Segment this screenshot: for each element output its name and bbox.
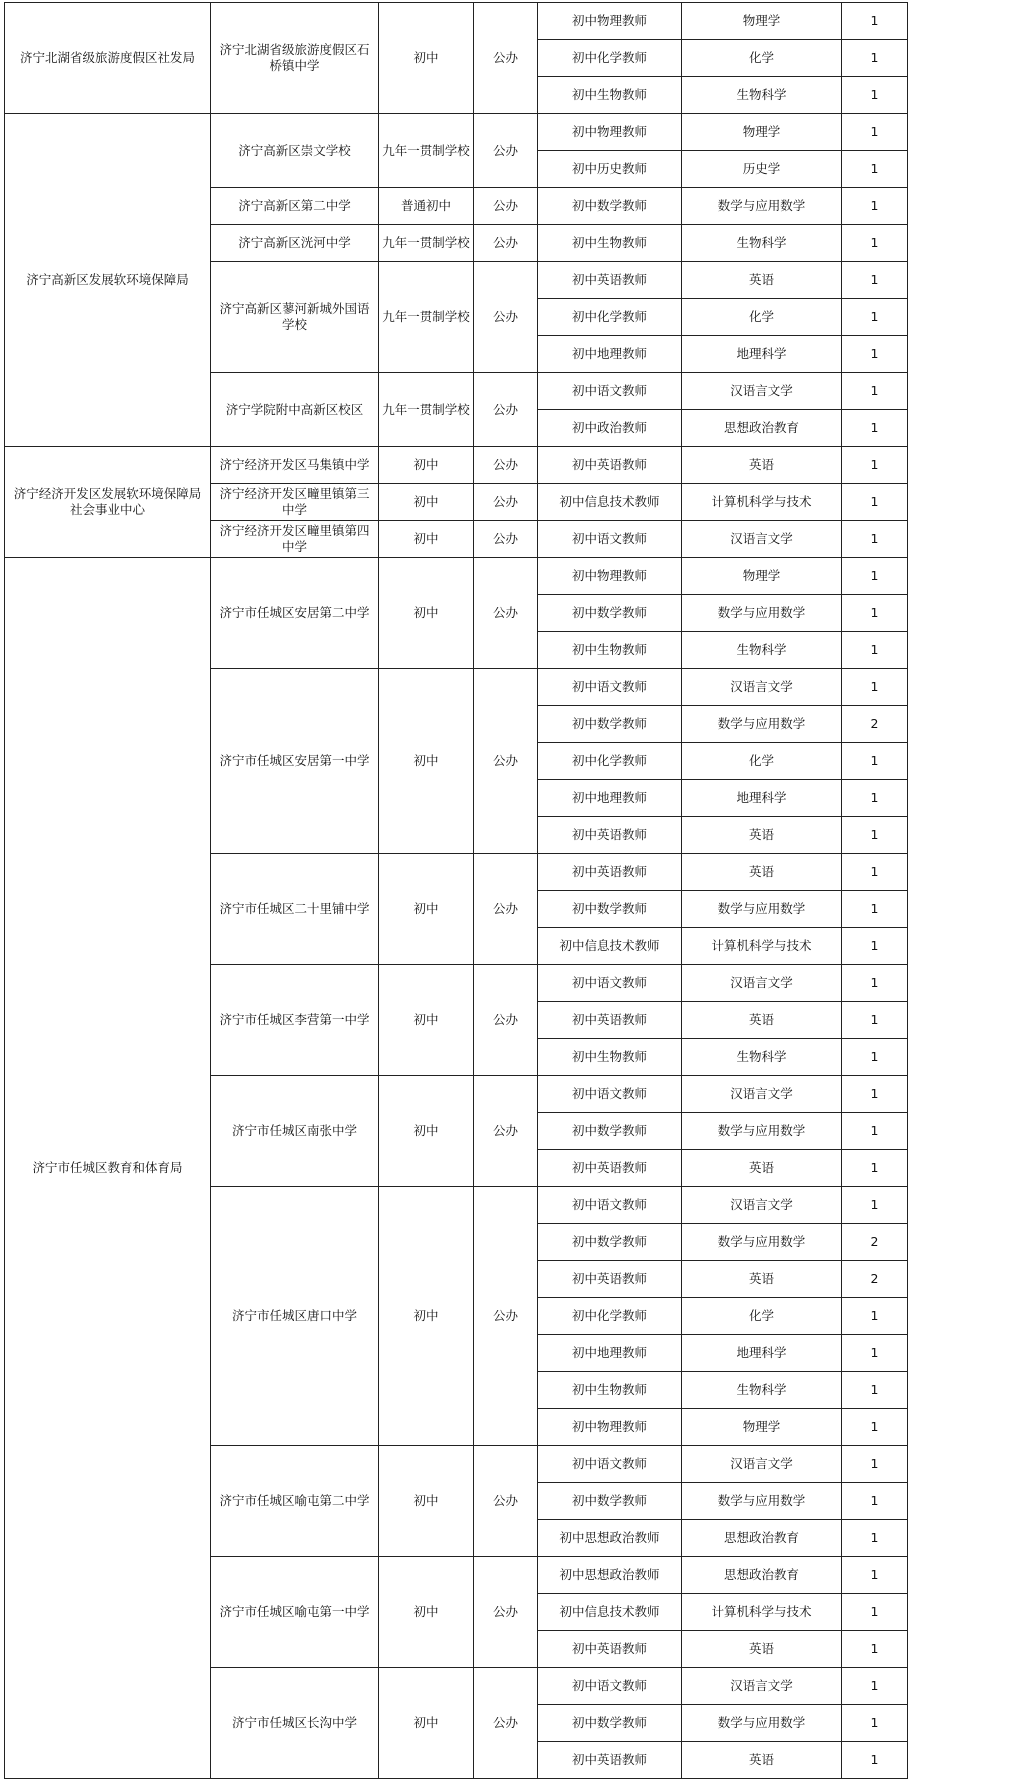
school-nature-cell: 公办 xyxy=(474,188,538,225)
count-cell: 1 xyxy=(842,1150,908,1187)
count-cell: 1 xyxy=(842,891,908,928)
count-cell: 1 xyxy=(842,1039,908,1076)
count-cell: 1 xyxy=(842,743,908,780)
school-name-cell: 济宁学院附中高新区校区 xyxy=(211,373,379,447)
school-type-cell: 初中 xyxy=(379,1668,474,1779)
major-cell: 地理科学 xyxy=(682,336,842,373)
post-cell: 初中语文教师 xyxy=(538,521,682,558)
major-cell: 汉语言文学 xyxy=(682,521,842,558)
school-nature-cell: 公办 xyxy=(474,1187,538,1446)
school-nature-cell: 公办 xyxy=(474,1446,538,1557)
school-type-cell: 普通初中 xyxy=(379,188,474,225)
school-name-cell: 济宁市任城区南张中学 xyxy=(211,1076,379,1187)
school-name-cell: 济宁高新区第二中学 xyxy=(211,188,379,225)
authority-cell: 济宁经济开发区发展软环境保障局社会事业中心 xyxy=(5,447,211,558)
major-cell: 计算机科学与技术 xyxy=(682,928,842,965)
school-nature-cell: 公办 xyxy=(474,114,538,188)
count-cell: 1 xyxy=(842,1557,908,1594)
post-cell: 初中信息技术教师 xyxy=(538,484,682,521)
school-type-cell: 初中 xyxy=(379,558,474,669)
post-cell: 初中历史教师 xyxy=(538,151,682,188)
school-type-cell: 初中 xyxy=(379,965,474,1076)
major-cell: 汉语言文学 xyxy=(682,669,842,706)
count-cell: 1 xyxy=(842,1335,908,1372)
school-name-cell: 济宁市任城区安居第二中学 xyxy=(211,558,379,669)
count-cell: 1 xyxy=(842,521,908,558)
school-nature-cell: 公办 xyxy=(474,262,538,373)
post-cell: 初中英语教师 xyxy=(538,1631,682,1668)
post-cell: 初中信息技术教师 xyxy=(538,1594,682,1631)
post-cell: 初中英语教师 xyxy=(538,1002,682,1039)
count-cell: 1 xyxy=(842,1594,908,1631)
count-cell: 1 xyxy=(842,1631,908,1668)
post-cell: 初中生物教师 xyxy=(538,632,682,669)
major-cell: 汉语言文学 xyxy=(682,1076,842,1113)
post-cell: 初中物理教师 xyxy=(538,558,682,595)
school-type-cell: 九年一贯制学校 xyxy=(379,114,474,188)
major-cell: 化学 xyxy=(682,743,842,780)
school-type-cell: 初中 xyxy=(379,1557,474,1668)
school-type-cell: 初中 xyxy=(379,484,474,521)
count-cell: 1 xyxy=(842,1076,908,1113)
school-type-cell: 初中 xyxy=(379,1076,474,1187)
school-name-cell: 济宁市任城区长沟中学 xyxy=(211,1668,379,1779)
major-cell: 计算机科学与技术 xyxy=(682,1594,842,1631)
major-cell: 数学与应用数学 xyxy=(682,1705,842,1742)
post-cell: 初中数学教师 xyxy=(538,706,682,743)
post-cell: 初中数学教师 xyxy=(538,1483,682,1520)
post-cell: 初中英语教师 xyxy=(538,447,682,484)
post-cell: 初中数学教师 xyxy=(538,1113,682,1150)
count-cell: 2 xyxy=(842,1261,908,1298)
recruitment-table xyxy=(4,2,908,1779)
major-cell: 思想政治教育 xyxy=(682,410,842,447)
major-cell: 数学与应用数学 xyxy=(682,891,842,928)
school-type-cell: 初中 xyxy=(379,1187,474,1446)
major-cell: 地理科学 xyxy=(682,1335,842,1372)
school-type-cell: 初中 xyxy=(379,521,474,558)
count-cell: 1 xyxy=(842,1113,908,1150)
count-cell: 1 xyxy=(842,817,908,854)
post-cell: 初中化学教师 xyxy=(538,299,682,336)
school-type-cell: 九年一贯制学校 xyxy=(379,225,474,262)
major-cell: 历史学 xyxy=(682,151,842,188)
post-cell: 初中语文教师 xyxy=(538,1187,682,1224)
post-cell: 初中英语教师 xyxy=(538,854,682,891)
school-nature-cell: 公办 xyxy=(474,965,538,1076)
table-row xyxy=(5,3,908,40)
major-cell: 数学与应用数学 xyxy=(682,595,842,632)
post-cell: 初中语文教师 xyxy=(538,965,682,1002)
major-cell: 化学 xyxy=(682,299,842,336)
major-cell: 英语 xyxy=(682,262,842,299)
major-cell: 计算机科学与技术 xyxy=(682,484,842,521)
school-name-cell: 济宁高新区蓼河新城外国语学校 xyxy=(211,262,379,373)
count-cell: 1 xyxy=(842,854,908,891)
major-cell: 英语 xyxy=(682,1002,842,1039)
school-name-cell: 济宁市任城区唐口中学 xyxy=(211,1187,379,1446)
post-cell: 初中化学教师 xyxy=(538,743,682,780)
count-cell: 1 xyxy=(842,965,908,1002)
count-cell: 1 xyxy=(842,1742,908,1779)
post-cell: 初中语文教师 xyxy=(538,1076,682,1113)
major-cell: 数学与应用数学 xyxy=(682,188,842,225)
school-name-cell: 济宁市任城区李营第一中学 xyxy=(211,965,379,1076)
count-cell: 1 xyxy=(842,77,908,114)
post-cell: 初中化学教师 xyxy=(538,40,682,77)
count-cell: 1 xyxy=(842,1520,908,1557)
major-cell: 数学与应用数学 xyxy=(682,1224,842,1261)
school-type-cell: 初中 xyxy=(379,447,474,484)
post-cell: 初中物理教师 xyxy=(538,3,682,40)
major-cell: 汉语言文学 xyxy=(682,1446,842,1483)
school-name-cell: 济宁高新区崇文学校 xyxy=(211,114,379,188)
major-cell: 汉语言文学 xyxy=(682,1668,842,1705)
count-cell: 1 xyxy=(842,188,908,225)
post-cell: 初中生物教师 xyxy=(538,225,682,262)
school-type-cell: 初中 xyxy=(379,3,474,114)
post-cell: 初中物理教师 xyxy=(538,1409,682,1446)
post-cell: 初中语文教师 xyxy=(538,669,682,706)
count-cell: 1 xyxy=(842,410,908,447)
major-cell: 英语 xyxy=(682,1742,842,1779)
major-cell: 思想政治教育 xyxy=(682,1557,842,1594)
count-cell: 1 xyxy=(842,114,908,151)
count-cell: 1 xyxy=(842,1668,908,1705)
count-cell: 1 xyxy=(842,1372,908,1409)
major-cell: 思想政治教育 xyxy=(682,1520,842,1557)
school-name-cell: 济宁市任城区喻屯第二中学 xyxy=(211,1446,379,1557)
school-type-cell: 九年一贯制学校 xyxy=(379,373,474,447)
count-cell: 1 xyxy=(842,1705,908,1742)
post-cell: 初中思想政治教师 xyxy=(538,1520,682,1557)
count-cell: 1 xyxy=(842,1483,908,1520)
major-cell: 英语 xyxy=(682,1261,842,1298)
school-type-cell: 九年一贯制学校 xyxy=(379,262,474,373)
authority-cell: 济宁市任城区教育和体育局 xyxy=(5,558,211,1779)
major-cell: 生物科学 xyxy=(682,1039,842,1076)
school-type-cell: 初中 xyxy=(379,669,474,854)
count-cell: 1 xyxy=(842,262,908,299)
post-cell: 初中思想政治教师 xyxy=(538,1557,682,1594)
post-cell: 初中语文教师 xyxy=(538,1446,682,1483)
count-cell: 1 xyxy=(842,225,908,262)
post-cell: 初中生物教师 xyxy=(538,1372,682,1409)
count-cell: 1 xyxy=(842,40,908,77)
count-cell: 1 xyxy=(842,484,908,521)
major-cell: 化学 xyxy=(682,1298,842,1335)
school-nature-cell: 公办 xyxy=(474,225,538,262)
school-name-cell: 济宁经济开发区疃里镇第三中学 xyxy=(211,484,379,521)
school-name-cell: 济宁市任城区安居第一中学 xyxy=(211,669,379,854)
school-type-cell: 初中 xyxy=(379,1446,474,1557)
post-cell: 初中地理教师 xyxy=(538,1335,682,1372)
school-name-cell: 济宁北湖省级旅游度假区石桥镇中学 xyxy=(211,3,379,114)
post-cell: 初中数学教师 xyxy=(538,1224,682,1261)
major-cell: 生物科学 xyxy=(682,1372,842,1409)
major-cell: 物理学 xyxy=(682,3,842,40)
post-cell: 初中信息技术教师 xyxy=(538,928,682,965)
major-cell: 英语 xyxy=(682,1150,842,1187)
major-cell: 生物科学 xyxy=(682,632,842,669)
post-cell: 初中地理教师 xyxy=(538,780,682,817)
count-cell: 1 xyxy=(842,1298,908,1335)
major-cell: 地理科学 xyxy=(682,780,842,817)
major-cell: 英语 xyxy=(682,817,842,854)
post-cell: 初中地理教师 xyxy=(538,336,682,373)
school-nature-cell: 公办 xyxy=(474,484,538,521)
table-row xyxy=(5,114,908,151)
table-row xyxy=(5,447,908,484)
post-cell: 初中数学教师 xyxy=(538,891,682,928)
count-cell: 1 xyxy=(842,595,908,632)
authority-cell: 济宁北湖省级旅游度假区社发局 xyxy=(5,3,211,114)
major-cell: 英语 xyxy=(682,854,842,891)
table-body xyxy=(5,3,908,1779)
major-cell: 数学与应用数学 xyxy=(682,1483,842,1520)
school-nature-cell: 公办 xyxy=(474,1668,538,1779)
school-nature-cell: 公办 xyxy=(474,521,538,558)
major-cell: 物理学 xyxy=(682,114,842,151)
school-nature-cell: 公办 xyxy=(474,1557,538,1668)
major-cell: 化学 xyxy=(682,40,842,77)
school-name-cell: 济宁经济开发区马集镇中学 xyxy=(211,447,379,484)
post-cell: 初中英语教师 xyxy=(538,1150,682,1187)
school-nature-cell: 公办 xyxy=(474,1076,538,1187)
major-cell: 汉语言文学 xyxy=(682,965,842,1002)
school-name-cell: 济宁高新区洸河中学 xyxy=(211,225,379,262)
count-cell: 1 xyxy=(842,447,908,484)
count-cell: 1 xyxy=(842,1187,908,1224)
school-nature-cell: 公办 xyxy=(474,373,538,447)
major-cell: 物理学 xyxy=(682,1409,842,1446)
post-cell: 初中生物教师 xyxy=(538,1039,682,1076)
count-cell: 1 xyxy=(842,336,908,373)
count-cell: 1 xyxy=(842,558,908,595)
major-cell: 物理学 xyxy=(682,558,842,595)
post-cell: 初中语文教师 xyxy=(538,373,682,410)
school-name-cell: 济宁市任城区喻屯第一中学 xyxy=(211,1557,379,1668)
count-cell: 1 xyxy=(842,151,908,188)
major-cell: 汉语言文学 xyxy=(682,373,842,410)
school-nature-cell: 公办 xyxy=(474,669,538,854)
authority-cell: 济宁高新区发展软环境保障局 xyxy=(5,114,211,447)
count-cell: 1 xyxy=(842,1409,908,1446)
count-cell: 1 xyxy=(842,928,908,965)
school-nature-cell: 公办 xyxy=(474,558,538,669)
school-nature-cell: 公办 xyxy=(474,3,538,114)
count-cell: 1 xyxy=(842,299,908,336)
count-cell: 1 xyxy=(842,669,908,706)
school-nature-cell: 公办 xyxy=(474,854,538,965)
major-cell: 生物科学 xyxy=(682,225,842,262)
post-cell: 初中化学教师 xyxy=(538,1298,682,1335)
school-name-cell: 济宁经济开发区疃里镇第四中学 xyxy=(211,521,379,558)
post-cell: 初中语文教师 xyxy=(538,1668,682,1705)
count-cell: 1 xyxy=(842,3,908,40)
major-cell: 生物科学 xyxy=(682,77,842,114)
post-cell: 初中政治教师 xyxy=(538,410,682,447)
post-cell: 初中数学教师 xyxy=(538,1705,682,1742)
post-cell: 初中英语教师 xyxy=(538,1742,682,1779)
major-cell: 英语 xyxy=(682,1631,842,1668)
post-cell: 初中数学教师 xyxy=(538,595,682,632)
major-cell: 汉语言文学 xyxy=(682,1187,842,1224)
count-cell: 1 xyxy=(842,373,908,410)
major-cell: 英语 xyxy=(682,447,842,484)
count-cell: 1 xyxy=(842,780,908,817)
post-cell: 初中英语教师 xyxy=(538,1261,682,1298)
major-cell: 数学与应用数学 xyxy=(682,1113,842,1150)
school-nature-cell: 公办 xyxy=(474,447,538,484)
post-cell: 初中生物教师 xyxy=(538,77,682,114)
school-name-cell: 济宁市任城区二十里铺中学 xyxy=(211,854,379,965)
count-cell: 1 xyxy=(842,1446,908,1483)
post-cell: 初中数学教师 xyxy=(538,188,682,225)
school-type-cell: 初中 xyxy=(379,854,474,965)
count-cell: 1 xyxy=(842,632,908,669)
major-cell: 数学与应用数学 xyxy=(682,706,842,743)
table-row xyxy=(5,558,908,595)
count-cell: 2 xyxy=(842,706,908,743)
post-cell: 初中英语教师 xyxy=(538,817,682,854)
post-cell: 初中英语教师 xyxy=(538,262,682,299)
count-cell: 1 xyxy=(842,1002,908,1039)
post-cell: 初中物理教师 xyxy=(538,114,682,151)
count-cell: 2 xyxy=(842,1224,908,1261)
